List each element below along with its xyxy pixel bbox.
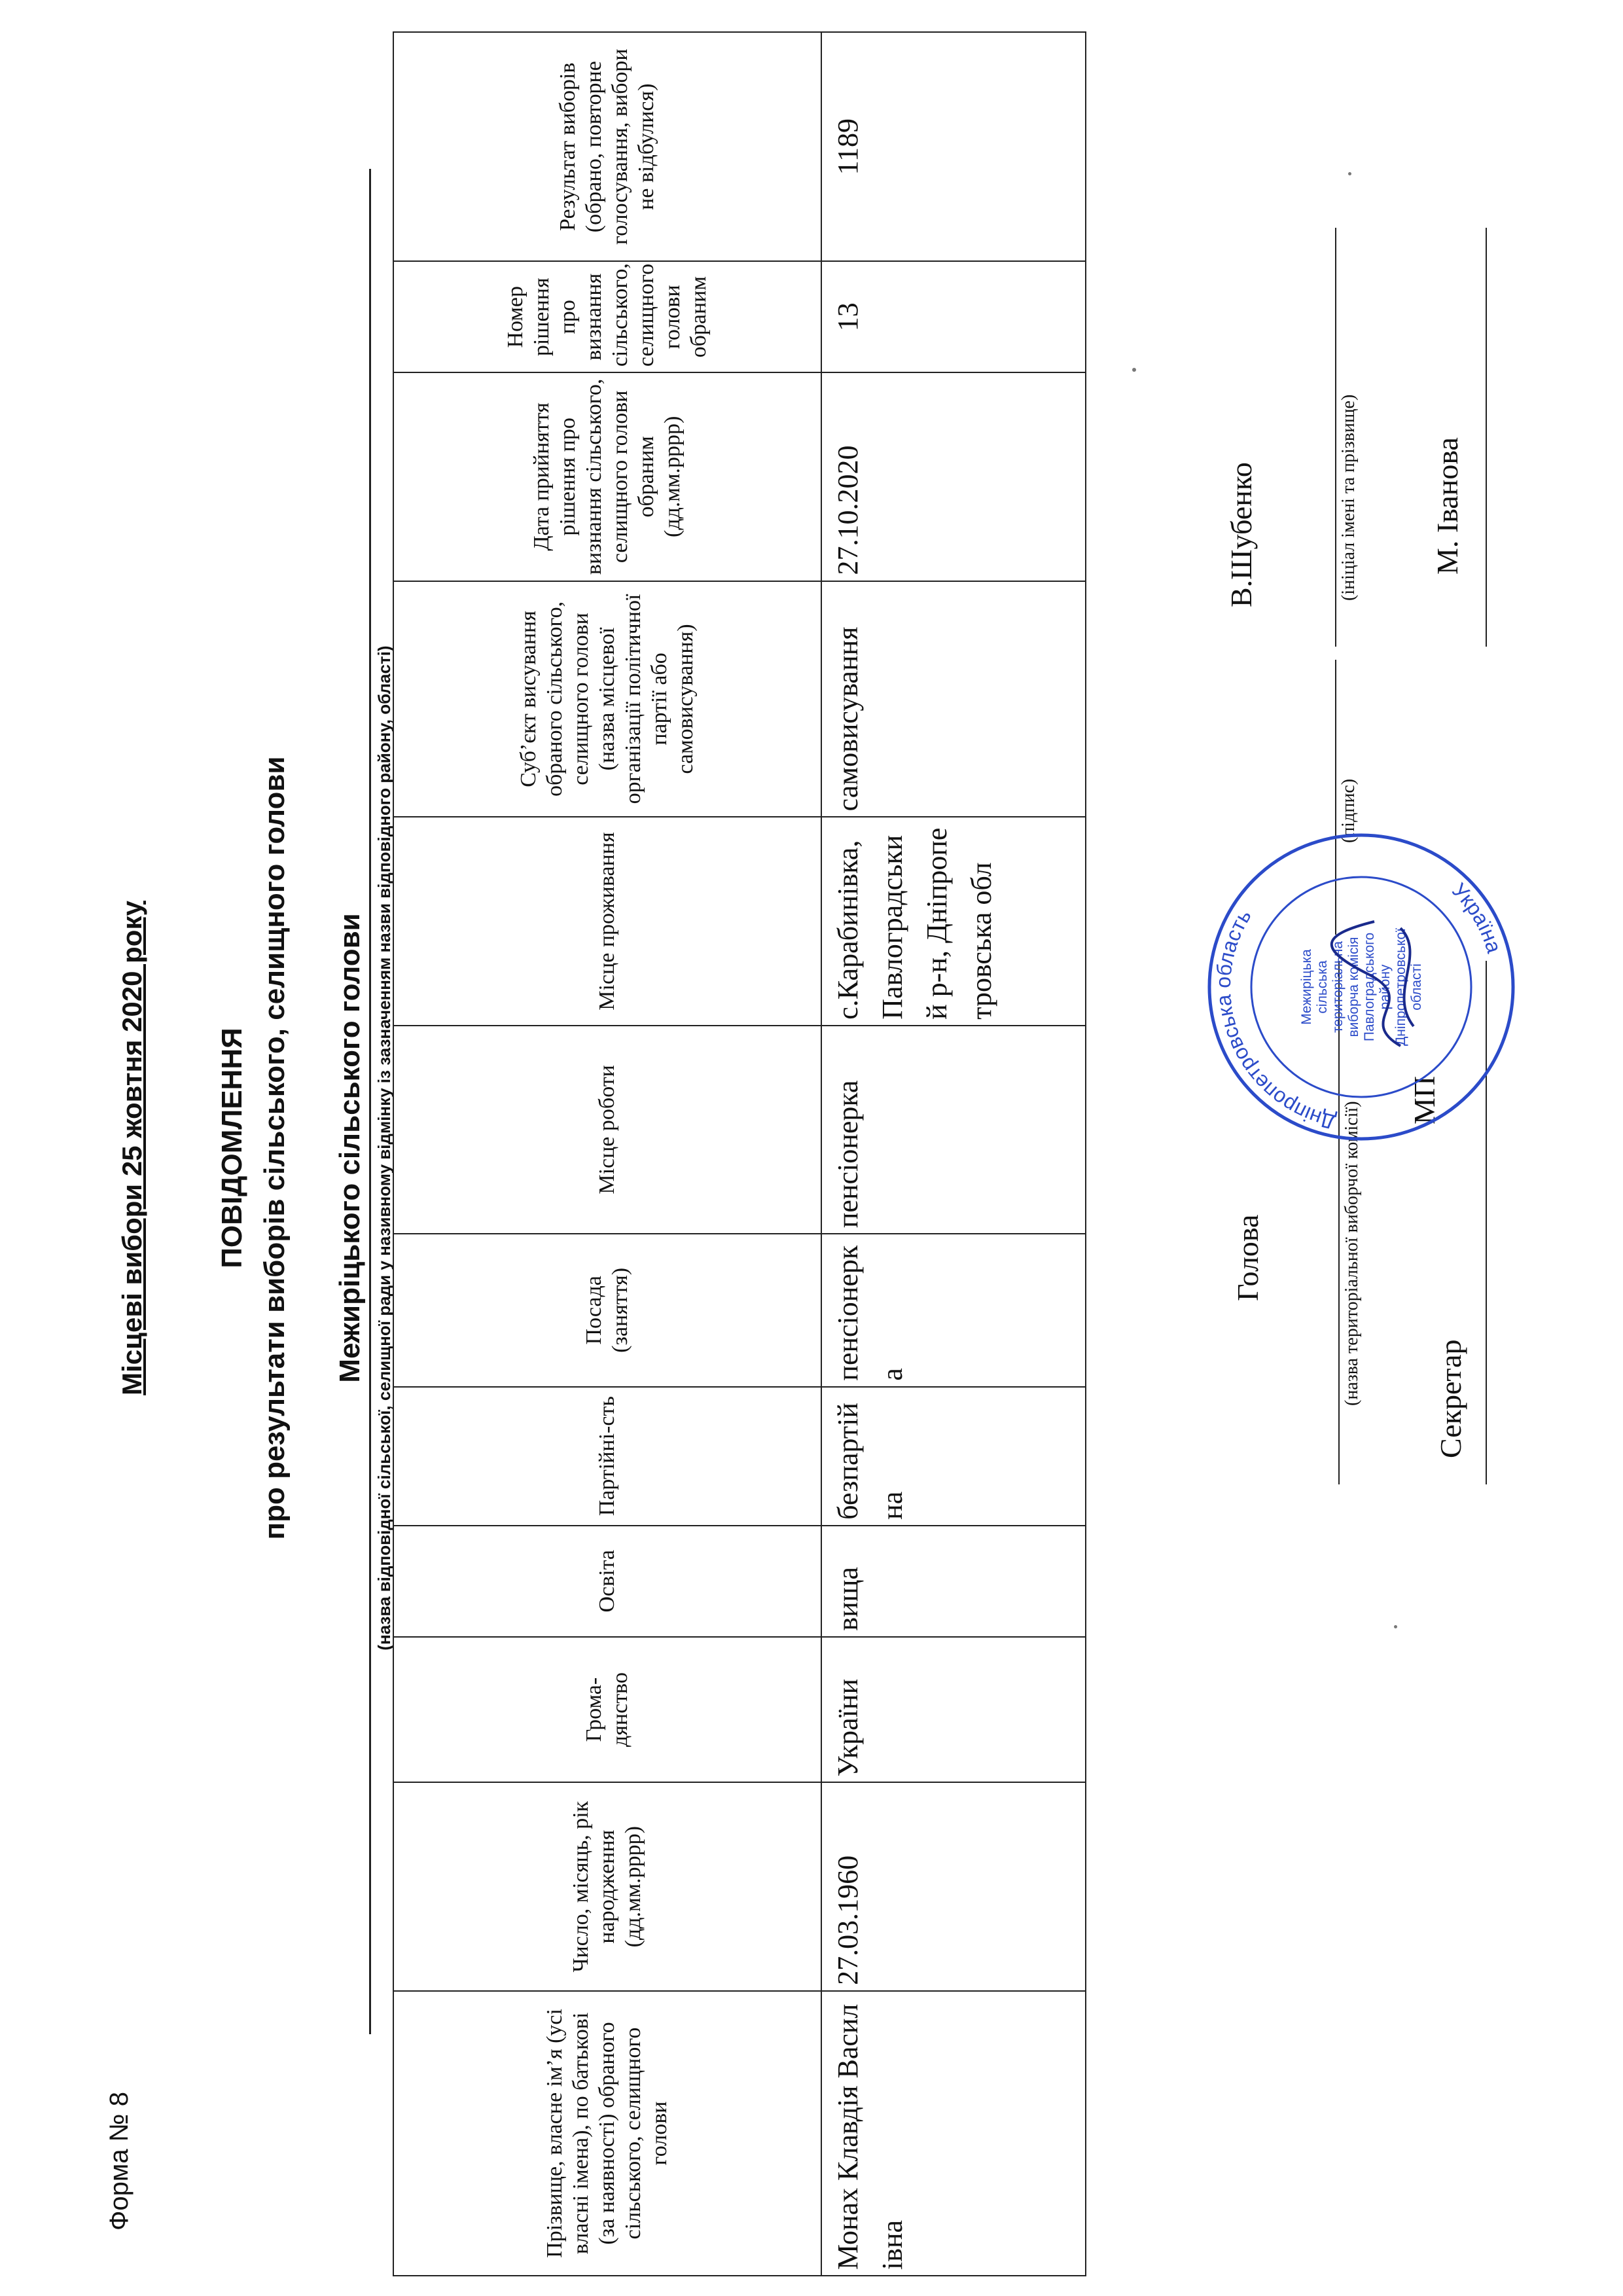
head-title: Голова	[1231, 1214, 1264, 1301]
stamp-outer-ring	[1209, 835, 1513, 1139]
council-hint: (назва відповідної сільської, селищної ради у називному відмінку із зазначенням назви відповідного району, області)	[374, 645, 394, 1651]
cell-decision-date: 27.10.2020	[821, 372, 1086, 581]
header-decision-number: Номер рішення про визнання сільського, селищного голови обраним	[393, 261, 821, 372]
stamp-outer-text: Дніпропетровська область	[1211, 905, 1338, 1134]
council-underline	[369, 169, 371, 2034]
secretary-title: Секретар	[1434, 1339, 1467, 1458]
cell-full-name: Монах Клавдія Василівна	[821, 1991, 1086, 2276]
notice-subtitle: про результати виборів сільського, селищного голови	[259, 756, 291, 1540]
initials-hint: (ініціал імені та прізвище)	[1338, 394, 1359, 601]
scan-speck	[1132, 368, 1136, 372]
cell-party: безпартійна	[821, 1387, 1086, 1526]
header-decision-date: Дата прийняття рішення про визнання сільського, селищного голови обраним (дд.мм.рррр)	[393, 372, 821, 581]
stamp-inner-line: району	[1378, 964, 1393, 1010]
stamp-inner-line: Межиріцька	[1299, 949, 1314, 1025]
header-residence: Місце проживання	[393, 817, 821, 1025]
header-birth-date: Число, місяць, рік народження (дд.мм.рррр)	[393, 1783, 821, 1991]
header-education: Освіта	[393, 1526, 821, 1637]
stamp-svg	[1204, 830, 1518, 1144]
stamp-inner-line: області	[1409, 963, 1424, 1011]
head-name-line	[1335, 228, 1336, 647]
header-nominator: Суб’єкт висування обраного сільського, селищного голови (назва місцевої організації політичної партії або самовисування)	[393, 581, 821, 817]
header-result: Результат виборів (обрано, повторне голосування, вибори не відбулися)	[393, 32, 821, 261]
header-workplace: Місце роботи	[393, 1026, 821, 1234]
cell-decision-number: 13	[821, 261, 1086, 372]
table-header-row	[393, 32, 821, 2276]
scan-speck	[1394, 1625, 1397, 1628]
header-full-name: Прізвище, власне ім’я (усі власні імена), по батькові (за наявності) обраного сільського, селищного голови	[393, 1991, 821, 2276]
results-table	[393, 31, 1086, 2276]
cell-birth-date: 27.03.1960	[821, 1783, 1086, 1991]
stamp-inner-line: Павлоградського	[1362, 932, 1377, 1042]
header-party: Партійні-сть	[393, 1387, 821, 1526]
cell-education: вища	[821, 1526, 1086, 1637]
cell-workplace: пенсіонерка	[821, 1026, 1086, 1234]
stamp-inner-line: виборча комісія	[1346, 937, 1361, 1037]
stamp-country: Україна	[1448, 878, 1507, 956]
council-name: Межиріцького сільського голови	[334, 913, 366, 1383]
commission-hint: (назва територіальної виборчої комісії)	[1342, 1101, 1362, 1406]
table-row	[821, 32, 1086, 2276]
head-name: В.Шубенко	[1224, 462, 1258, 607]
election-title: Місцеві вибори 25 жовтня 2020 року	[116, 901, 147, 1395]
signature-hint: (підпис)	[1338, 778, 1359, 843]
cell-citizenship: України	[821, 1637, 1086, 1783]
cell-residence: с.Карабинівка,Павлоградський р-н, Дніпропетровська обл	[821, 817, 1086, 1025]
official-stamp	[1204, 830, 1518, 1144]
stamp-inner-ring	[1251, 877, 1471, 1097]
stamp-inner-line: сільська	[1315, 960, 1330, 1014]
stamp-inner-line: Дніпропетровської	[1393, 928, 1408, 1046]
mp-label: МП	[1408, 1075, 1441, 1124]
secretary-name: М. Іванова	[1431, 437, 1464, 575]
cell-position: пенсіонерка	[821, 1234, 1086, 1386]
cell-result: 1189	[821, 32, 1086, 261]
form-number: Форма № 8	[105, 2091, 134, 2231]
secretary-name-line	[1486, 228, 1487, 647]
notice-title: ПОВІДОМЛЕННЯ	[216, 1028, 248, 1268]
header-position: Посада (заняття)	[393, 1234, 821, 1386]
cell-nominator: самовисування	[821, 581, 1086, 817]
header-citizenship: Грома-дянство	[393, 1637, 821, 1783]
scan-speck	[1348, 172, 1351, 175]
stamp-inner-line: територіальна	[1330, 941, 1346, 1033]
